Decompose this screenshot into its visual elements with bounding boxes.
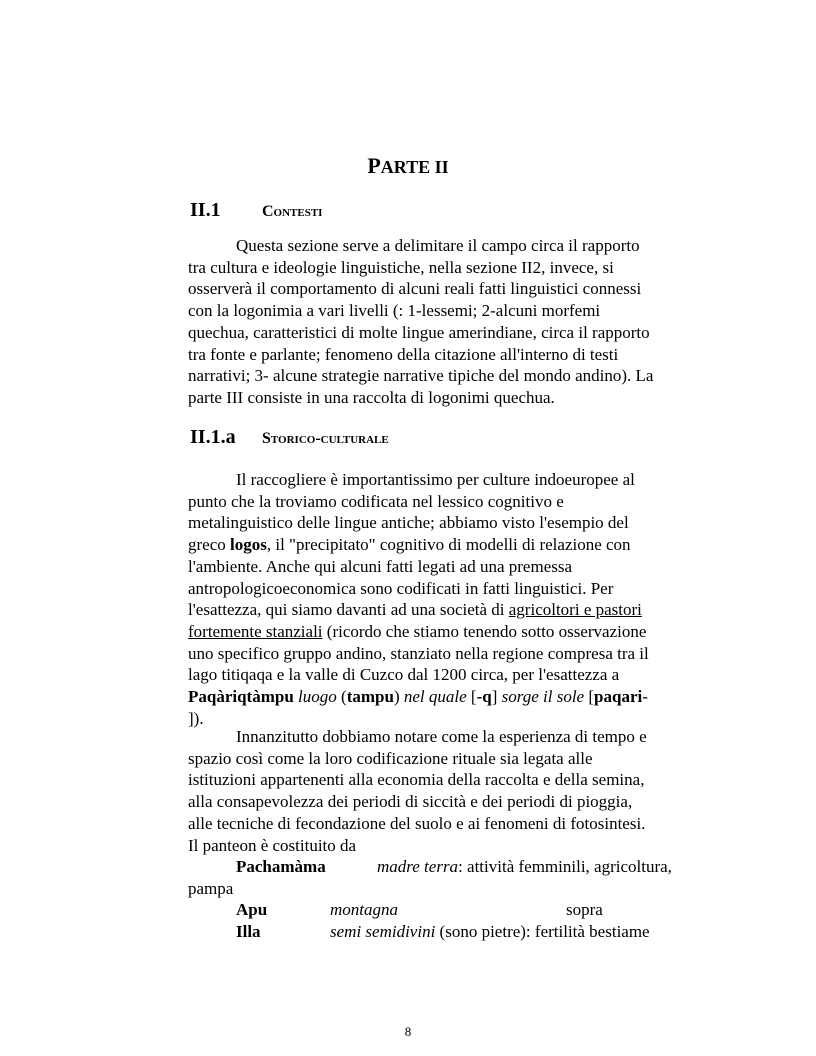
paragraph-raccogliere: [188, 469, 706, 729]
text-line: Innanzitutto dobbiamo notare come la esperienza di tempo e: [236, 727, 647, 746]
text-line: spazio così come la loro codificazione rituale sia legata alle: [188, 748, 593, 768]
text-line: alle tecniche di fecondazione del suolo e ai fenomeni di fotosintesi.: [188, 813, 646, 833]
section-title: Storico-culturale: [262, 430, 389, 447]
text-line: l'esattezza, qui siamo davanti ad una società di agricoltori e pastori: [188, 600, 642, 620]
page-number: 8: [404, 1024, 412, 1039]
deity-pachamama-gloss: madre terra: attività femminili, agricoltura,: [377, 857, 672, 876]
text-line: antropologicoeconomica sono codificati in fatti linguistici. Per: [188, 578, 614, 598]
deity-illa-gloss: semi semidivini (sono pietre): fertilità bestiame: [330, 922, 650, 941]
text-line: narrativi; 3- alcune strategie narrative tipiche del mondo andino). La: [188, 366, 654, 386]
part-title: [0, 152, 816, 181]
deity-apu: Apu: [236, 900, 268, 919]
text-line: con la logonimia a vari livelli (: 1-lessemi; 2-alcuni morfemi: [188, 301, 601, 321]
deity-pachamama-continuation: pampa: [188, 879, 234, 898]
paragraph-intro: [188, 235, 706, 409]
text-line: alla consapevolezza dei periodi di siccità e dei periodi di pioggia,: [188, 792, 633, 812]
text-line: parte III consiste in una raccolta di logonimi quechua.: [188, 387, 555, 407]
text-line: tra fonte e parlante; fenomeno della citazione all'interno di testi: [188, 344, 619, 364]
text-line: Questa sezione serve a delimitare il campo circa il rapporto: [236, 236, 640, 255]
text-line: istituzioni appartenenti alla economia della raccolta e della semina,: [188, 770, 645, 790]
text-line: l'ambiente. Anche qui alcuni fatti legati ad una premessa: [188, 556, 573, 576]
paragraph-innanzitutto: [188, 726, 706, 856]
deity-pachamama: Pachamàma: [236, 857, 326, 876]
section-title: Contesti: [262, 203, 323, 220]
text-line: ]).: [188, 708, 204, 728]
text-line: uno specifico gruppo andino, stanziato nella regione compresa tra il: [188, 643, 649, 663]
text-line: osserverà il comportamento di alcuni reali fatti linguistici connessi: [188, 279, 642, 299]
term-paqariqtampu: Paqàriqtàmpu: [188, 687, 294, 707]
deity-apu-gloss: montagna: [330, 900, 398, 919]
section-number: II.1: [190, 199, 221, 221]
section-heading-contesti: [190, 198, 322, 224]
text-line: quechua, caratteristici di molte lingue amerindiane, circa il rapporto: [188, 322, 650, 342]
part-title-initial: P: [367, 153, 381, 178]
deity-apu-desc: sopra: [566, 900, 603, 919]
text-line: metalinguistico delle lingue antiche; abbiamo visto l'esempio del: [188, 513, 629, 533]
text-line: punto che la troviamo codificata nel lessico cognitivo e: [188, 491, 564, 511]
underlined-phrase: fortemente stanziali: [188, 621, 323, 641]
text-line: fortemente stanziali (ricordo che stiamo tenendo sotto osservazione: [188, 621, 647, 641]
text-line: greco logos, il "precipitato" cognitivo di modelli di relazione con: [188, 535, 631, 555]
text-line: tra cultura e ideologie linguistiche, nella sezione II2, invece, si: [188, 257, 614, 277]
pantheon-list: [188, 856, 706, 943]
text-line: Paqàriqtàmpu luogo (tampu) nel quale [-q] sorge il sole [paqari-: [188, 687, 648, 707]
text-line: lago titiqaqa e la valle di Cuzco dal 1200 circa, per l'esattezza a: [188, 665, 620, 685]
deity-illa: Illa: [236, 922, 261, 941]
section-heading-storico: [190, 425, 389, 451]
text-line: Il panteon è costituito da: [188, 835, 357, 855]
text-line: Il raccogliere è importantissimo per culture indoeuropee al: [236, 470, 635, 489]
section-number: II.1.a: [190, 426, 236, 448]
term-logos: logos: [230, 535, 267, 555]
part-title-rest: ARTE II: [380, 157, 449, 177]
underlined-phrase: agricoltori e pastori: [508, 600, 642, 620]
